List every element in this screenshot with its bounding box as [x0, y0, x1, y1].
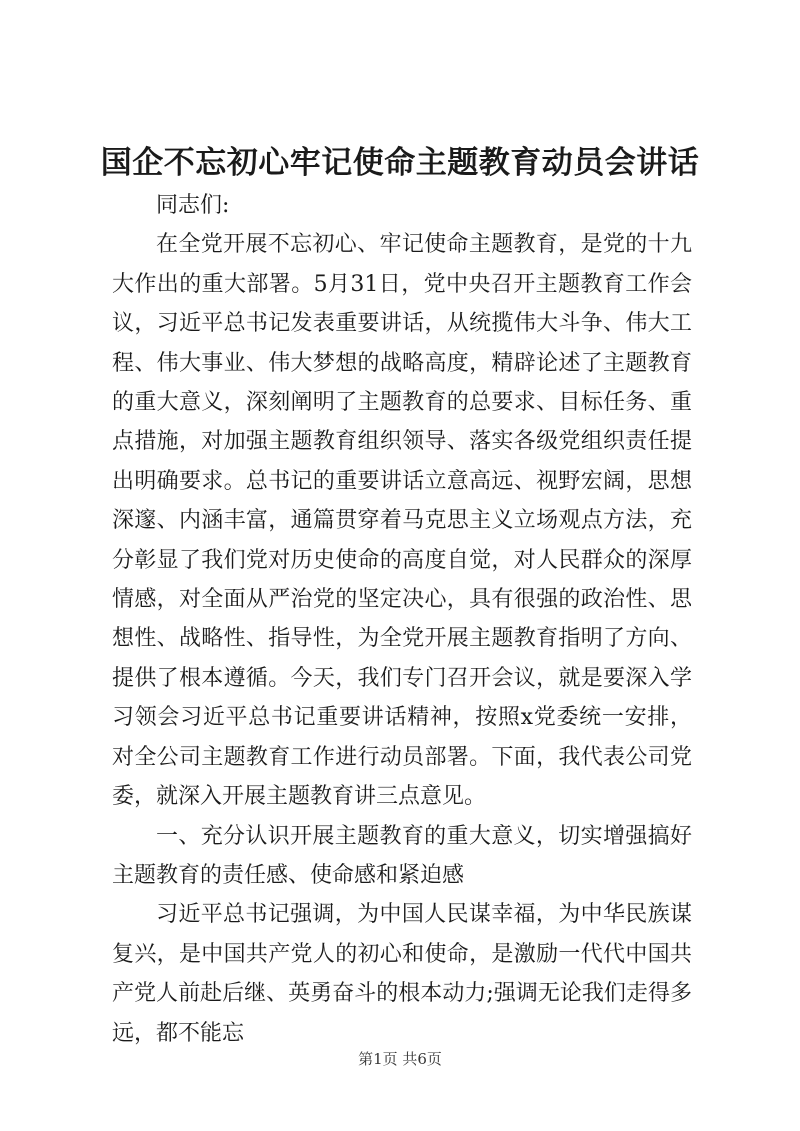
- section-heading-1: 一、充分认识开展主题教育的重大意义，切实增强搞好主题教育的责任感、使命感和紧迫感: [112, 823, 692, 888]
- paragraph-section-1: 习近平总书记强调，为中国人民谋幸福，为中华民族谋复兴，是中国共产党人的初心和使命，是激励一代代中国共产党人前赴后继、英勇奋斗的根本动力;强调无论我们走得多远，都不能忘: [112, 902, 692, 1046]
- page-footer: 第1页 共6页: [358, 1050, 442, 1068]
- document-title: 国企不忘初心牢记使命主题教育动员会讲话: [100, 145, 700, 181]
- salutation: 同志们:: [156, 193, 230, 218]
- paragraph-intro: 在全党开展不忘初心、牢记使命主题教育，是党的十九大作出的重大部署。5月31日，党中央召开主题教育工作会议，习近平总书记发表重要讲话，从统揽伟大斗争、伟大工程、伟大事业、伟大梦想的战略高度，精辟论述了主题教育的重大意义，深刻阐明了主题教育的总要求、目标任务、重点措施，对加强主题教育组织领导、落实各级党组织责任提出明确要求。总书记的重要讲话立意高远、视野宏阔，思想深邃、内涵丰富，通篇贯穿着马克思主义立场观点方法，充分彰显了我们党对历史使命的高度自觉，对人民群众的深厚情感，对全面从严治党的坚定决心，具有很强的政治性、思想性、战略性、指导性，为全党开展主题教育指明了方向、提供了根本遵循。今天，我们专门召开会议，就是要深入学习领会习近平总书记重要讲话精神，按照x党委统一安排，对全公司主题教育工作进行动员部署。下面，我代表公司党委，就深入开展主题教育讲三点意见。: [112, 232, 692, 810]
- document-body: [112, 186, 692, 1053]
